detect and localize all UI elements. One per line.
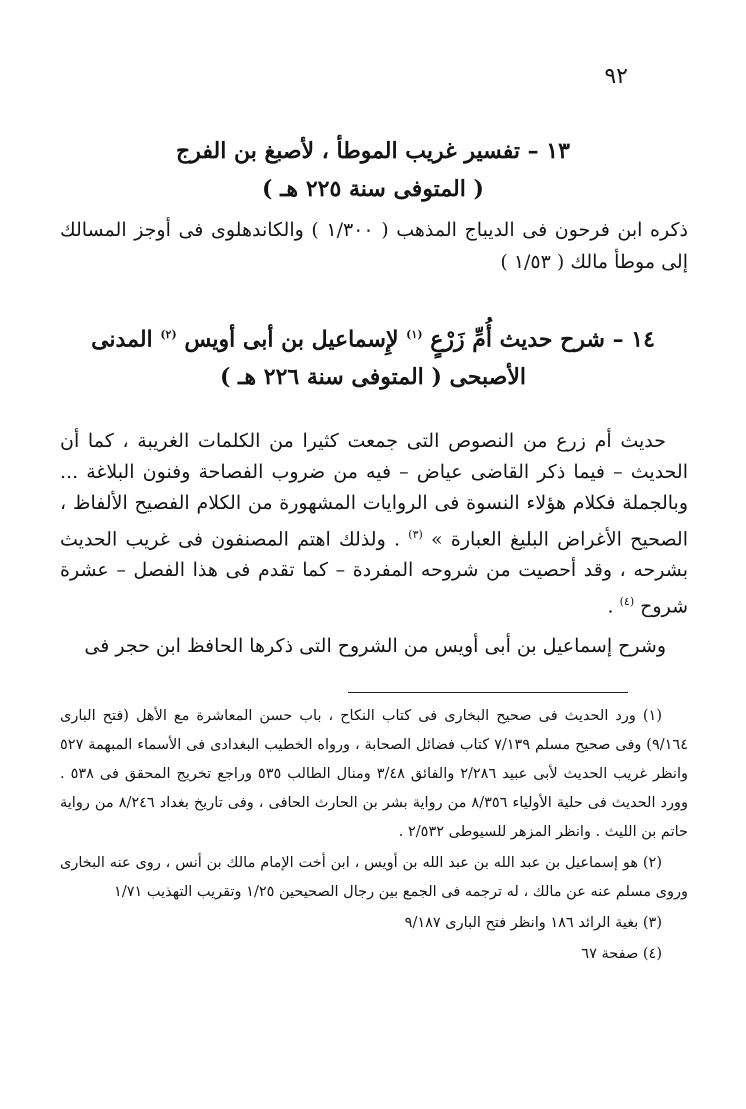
footnote-divider xyxy=(348,692,628,693)
section-14-body-continuation: وشرح إسماعيل بن أبى أويس من الشروح التى ذكرها الحافظ ابن حجر فى xyxy=(84,635,666,657)
section-13-subtitle: ( المتوفى سنة ٢٢٥ هـ ) xyxy=(262,176,484,202)
footnote-ref-1: (١) xyxy=(406,328,423,341)
section-14-body-part3: . xyxy=(607,595,614,618)
section-13-title: ١٣ – تفسير غريب الموطأ ، لأصبغ بن الفرج xyxy=(176,138,570,164)
footnote-2: (٢) هو إسماعيل بن عبد الله بن عبد الله بن أويس ، ابن أخت الإمام مالك بن أنس ، روى عنه البخارى وروى مسلم عنه عن مالك ، له ترجمه فى الجمع بين رجال الصحيحين ١/٢٥ وتقريب التهذيب ١/٧١ xyxy=(60,855,688,900)
footnote-3: (٣) بغية الرائد ١٨٦ وانظر فتح البارى ٩/١٨٧ xyxy=(404,915,662,931)
section-14-body-part1: حديث أم زرع من النصوص التى جمعت كثيرا من الكلمات الغريبة ، كما أن الحديث – فيما ذكر القاضى عياض – فيه من ضروب الفصاحة وفنون البلاغة ... وبالجملة فكلام هؤلاء النسوة فى الروايات المشهورة من الكلام الفصيح الألفاظ ، الصحيح الأغراض البليغ العبارة » xyxy=(60,430,688,551)
page-number: ٩٢ xyxy=(604,64,628,89)
section-14-body xyxy=(60,426,688,623)
section-14-title-part1: ١٤ – شرح حديث أُمِّ زَرْعٍ xyxy=(430,326,655,353)
footnote-4: (٤) صفحة ٦٧ xyxy=(581,946,662,962)
footnote-ref-2: (٢) xyxy=(160,328,177,341)
section-14-heading xyxy=(60,316,686,396)
footnote-1: (١) ورد الحديث فى صحيح البخارى فى كتاب النكاح ، باب حسن المعاشرة مع الأهل (فتح البارى ٩/١٦٤) وفى صحيح مسلم ٧/١٣٩ كتاب فضائل الصحابة ، ورواه الخطيب البغدادى فى الأسماء المبهمة ٥٢٧ وانظر غريب الحديث لأبى عبيد ٢/٢٨٦ والفائق ٣/٤٨ ومنال الطالب ٥٣٥ وراجع تخريج المحقق فى ٥٣٨ . وورد الحديث فى حلية الأولياء ٨/٣٥٦ من رواية بشر بن الحارث الحافى ، وفى تاريخ بغداد ٨/٢٤٦ من رواية حاتم بن الليث . وانظر المزهر للسيوطى ٢/٥٣٢ . xyxy=(60,708,688,840)
section-14-title-part2: لإِسماعيل بن أبى أويس xyxy=(184,326,399,353)
footnote-ref-4: (٤) xyxy=(619,595,635,609)
footnote-ref-3: (٣) xyxy=(408,528,423,541)
section-13-body: ذكره ابن فرحون فى الديباج المذهب ( ١/٣٠٠ ) والكاندهلوى فى أوجز المسالك إلى موطأ مالك ( ١/٥٣ ) xyxy=(60,219,688,273)
section-13-heading xyxy=(60,132,686,208)
footnotes xyxy=(60,702,688,971)
section-14-body-part2: . ولذلك اهتم المصنفون فى غريب الحديث بشرحه ، وقد أحصيت من شروحه المفردة – كما تقدم فى هذا الفصل – عشرة شروح xyxy=(60,528,688,618)
section-14-title-part3: المدنى الأصبحى ( المتوفى سنة ٢٢٦ هـ ) xyxy=(91,326,527,391)
